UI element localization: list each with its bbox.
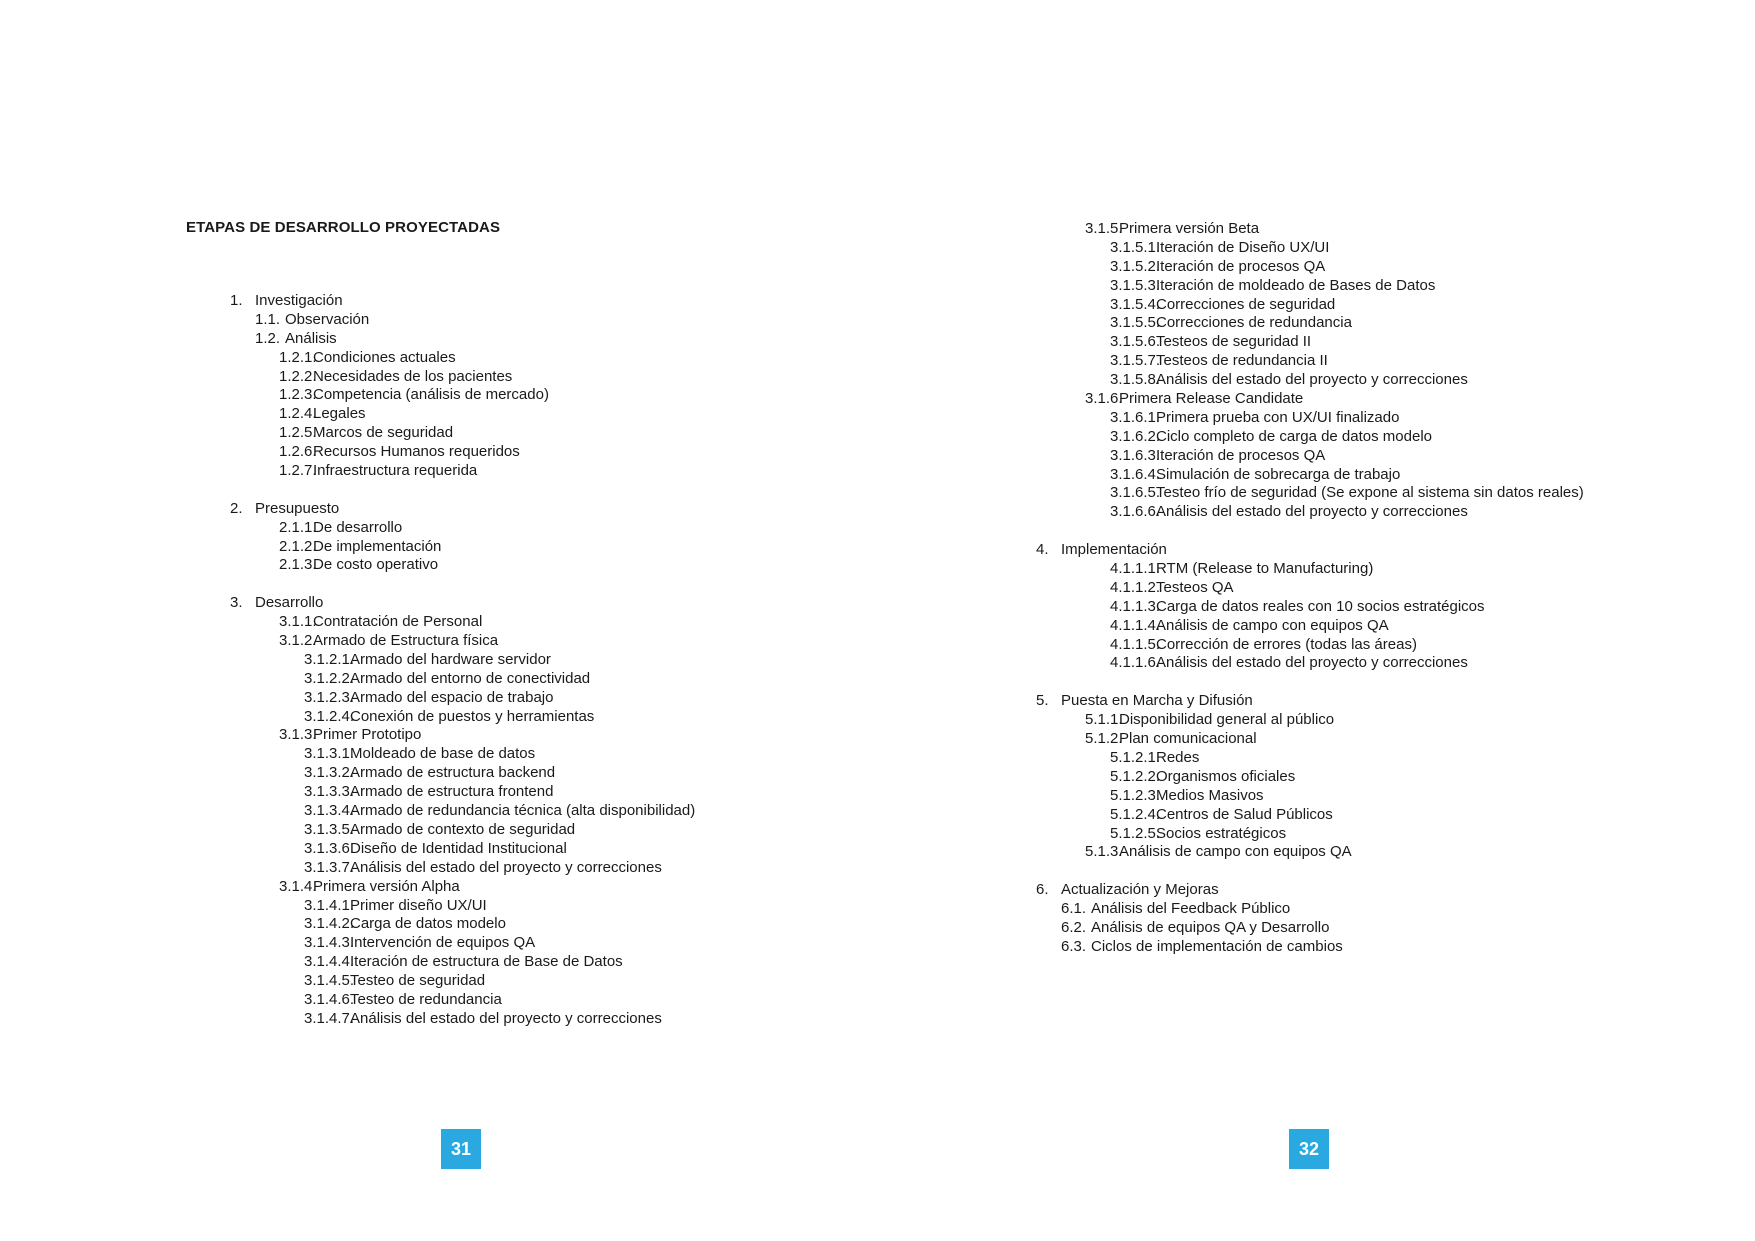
outline-item-text: Puesta en Marcha y Difusión: [1061, 692, 1253, 710]
outline-item: [1036, 692, 1751, 711]
outline-item-number: 3.1.5.1.: [1110, 238, 1161, 256]
outline-item-text: Carga de datos reales con 10 socios estratégicos: [1156, 597, 1485, 615]
outline-item-number: 2.: [230, 499, 243, 517]
outline-item: [1036, 749, 1751, 768]
outline-item-text: Organismos oficiales: [1156, 767, 1296, 785]
outline-item-text: Contratación de Personal: [313, 613, 483, 631]
outline-item-text: Armado de estructura backend: [350, 764, 556, 782]
outline-item-number: 1.1.: [255, 310, 281, 328]
outline-item-number: 3.1.4.: [279, 877, 317, 895]
outline-item: [1036, 579, 1751, 598]
outline-item-number: 1.: [230, 292, 243, 309]
outline-item-number: 5.1.2.3.: [1110, 786, 1161, 804]
outline-item: [230, 670, 870, 689]
outline-list: [1036, 220, 1751, 957]
outline-item-text: Implementación: [1061, 541, 1167, 559]
outline-item: [1036, 560, 1751, 579]
outline-item-number: 3.1.3.5.: [304, 820, 355, 838]
page-number-badge: 31: [441, 1129, 481, 1169]
outline-item-text: Armado del espacio de trabajo: [350, 688, 554, 706]
outline-item: [1036, 466, 1751, 485]
outline-item-text: Testeo frío de seguridad (Se expone al sistema sin datos reales): [1156, 484, 1584, 502]
outline-item: [230, 349, 870, 368]
outline-spacer: [1036, 862, 1751, 881]
outline-item-text: Correcciones de redundancia: [1156, 314, 1352, 332]
outline-list: [230, 292, 870, 1029]
outline-item: [1036, 484, 1751, 503]
outline-item: [230, 689, 870, 708]
outline-item-number: 5.1.2.4.: [1110, 805, 1161, 823]
outline-item-text: Armado de redundancia técnica (alta disponibilidad): [350, 802, 696, 820]
outline-item-number: 3.1.6.: [1085, 390, 1123, 408]
outline-item: [230, 821, 870, 840]
outline-item: [230, 783, 870, 802]
outline-item-text: RTM (Release to Manufacturing): [1156, 560, 1374, 578]
outline-item: [230, 519, 870, 538]
outline-item: [1036, 541, 1751, 560]
outline-item-text: Diseño de Identidad Institucional: [350, 839, 567, 857]
outline-item-number: 3.1.4.6.: [304, 990, 355, 1008]
outline-item: [230, 556, 870, 575]
outline-item-text: Testeos QA: [1156, 578, 1234, 596]
outline-item-number: 2.1.1.: [279, 518, 317, 536]
outline-item-text: Armado de contexto de seguridad: [350, 820, 576, 838]
outline-item-text: Redes: [1156, 748, 1200, 766]
outline-item-number: 2.1.2.: [279, 537, 317, 555]
outline-item: [1036, 409, 1751, 428]
outline-item-number: 1.2.6.: [279, 443, 317, 461]
outline-item-number: 3.1.3.2.: [304, 764, 355, 782]
outline-item-text: Análisis de campo con equipos QA: [1156, 616, 1389, 634]
outline-item-number: 3.1.6.4.: [1110, 465, 1161, 483]
outline-item-text: Testeos de seguridad II: [1156, 333, 1312, 351]
outline-item-number: 3.1.2.3.: [304, 688, 355, 706]
outline-item: [1036, 352, 1751, 371]
outline-item-number: 3.1.2.1.: [304, 650, 355, 668]
outline-item-text: Actualización y Mejoras: [1061, 881, 1219, 899]
outline-item-text: Análisis del Feedback Público: [1091, 900, 1291, 918]
outline-item-number: 2.1.3.: [279, 556, 317, 574]
outline-item-number: 5.1.2.1.: [1110, 748, 1161, 766]
outline-item-text: Análisis de campo con equipos QA: [1119, 843, 1352, 861]
outline-item-text: De costo operativo: [313, 556, 439, 574]
outline-item-text: Análisis del estado del proyecto y correcciones: [1156, 654, 1468, 672]
outline-spacer: [230, 575, 870, 594]
outline-item: [1036, 239, 1751, 258]
outline-item-number: 4.1.1.5.: [1110, 635, 1161, 653]
outline-item-number: 3.1.2.2.: [304, 669, 355, 687]
outline-item-number: 3.1.3.1.: [304, 745, 355, 763]
section-heading: ETAPAS DE DESARROLLO PROYECTADAS: [186, 219, 501, 236]
outline-item: [1036, 654, 1751, 673]
outline-item: [1036, 371, 1751, 390]
outline-item-text: Necesidades de los pacientes: [313, 367, 513, 385]
outline-item-text: Armado del hardware servidor: [350, 650, 551, 668]
outline-item-number: 6.2.: [1061, 918, 1087, 936]
outline-item-number: 3.1.4.2.: [304, 915, 355, 933]
outline-item-text: Testeos de redundancia II: [1156, 352, 1328, 370]
outline-item-number: 1.2.4.: [279, 405, 317, 423]
outline-item-number: 3.: [230, 594, 243, 612]
outline-item: [1036, 296, 1751, 315]
outline-item-number: 3.1.5.5.: [1110, 314, 1161, 332]
outline-item-text: De implementación: [313, 537, 442, 555]
outline-item: [1036, 787, 1751, 806]
outline-item-text: Legales: [313, 405, 366, 423]
outline-item: [1036, 881, 1751, 900]
outline-item: [230, 972, 870, 991]
outline-item: [230, 386, 870, 405]
outline-item: [1036, 636, 1751, 655]
outline-item-text: Centros de Salud Públicos: [1156, 805, 1333, 823]
outline-item-number: 3.1.5.8.: [1110, 371, 1161, 389]
outline-item-text: Armado del entorno de conectividad: [350, 669, 591, 687]
outline-item: [230, 613, 870, 632]
outline-item-text: Presupuesto: [255, 499, 340, 517]
outline-item-text: Disponibilidad general al público: [1119, 711, 1335, 729]
page-number-badge: 32: [1289, 1129, 1329, 1169]
outline-item-text: Primera prueba con UX/UI finalizado: [1156, 408, 1400, 426]
outline-item-text: Recursos Humanos requeridos: [313, 443, 520, 461]
outline-item-number: 5.1.2.2.: [1110, 767, 1161, 785]
outline-item-text: Desarrollo: [255, 594, 324, 612]
outline-spacer: [1036, 522, 1751, 541]
outline-item-text: Plan comunicacional: [1119, 730, 1257, 748]
outline-item-number: 3.1.4.3.: [304, 934, 355, 952]
outline-item-number: 3.1.5.4.: [1110, 295, 1161, 313]
outline-item-number: 3.1.5.: [1085, 220, 1123, 237]
outline-item-text: Primer diseño UX/UI: [350, 896, 487, 914]
outline-item: [230, 632, 870, 651]
outline-item-text: Iteración de moldeado de Bases de Datos: [1156, 276, 1436, 294]
outline-item-number: 5.1.2.: [1085, 730, 1123, 748]
outline-item: [230, 726, 870, 745]
outline-item-number: 1.2.: [255, 329, 281, 347]
outline-item: [1036, 428, 1751, 447]
outline-item-text: Primera Release Candidate: [1119, 390, 1304, 408]
outline-item-text: Correcciones de seguridad: [1156, 295, 1336, 313]
outline-item-text: Primera versión Alpha: [313, 877, 460, 895]
outline-item: [230, 405, 870, 424]
outline-item: [1036, 730, 1751, 749]
outline-item-text: Medios Masivos: [1156, 786, 1264, 804]
outline-item: [1036, 938, 1751, 957]
outline-item-text: Primer Prototipo: [313, 726, 422, 744]
outline-item-text: Marcos de seguridad: [313, 424, 454, 442]
outline-item-number: 4.1.1.1.: [1110, 560, 1161, 578]
outline-item-number: 3.1.6.5.: [1110, 484, 1161, 502]
outline-item-number: 6.1.: [1061, 900, 1087, 918]
outline-item-number: 3.1.4.5.: [304, 972, 355, 990]
outline-item: [1036, 220, 1751, 239]
outline-item-number: 3.1.6.2.: [1110, 427, 1161, 445]
outline-item: [230, 651, 870, 670]
outline-item-text: Investigación: [255, 292, 343, 309]
outline-item-number: 3.1.6.1.: [1110, 408, 1161, 426]
outline-item: [230, 708, 870, 727]
outline-item: [1036, 598, 1751, 617]
outline-item-number: 1.2.2.: [279, 367, 317, 385]
outline-item-text: Iteración de procesos QA: [1156, 257, 1326, 275]
outline-spacer: [230, 481, 870, 500]
outline-item-number: 3.1.3.4.: [304, 802, 355, 820]
outline-item: [230, 878, 870, 897]
outline-item-number: 3.1.5.6.: [1110, 333, 1161, 351]
outline-item: [1036, 447, 1751, 466]
outline-item-number: 4.: [1036, 541, 1049, 559]
outline-item-number: 1.2.1.: [279, 348, 317, 366]
outline-item: [230, 500, 870, 519]
outline-item: [1036, 900, 1751, 919]
outline-item-number: 1.2.7.: [279, 462, 317, 480]
outline-item: [1036, 258, 1751, 277]
outline-item-text: Competencia (análisis de mercado): [313, 386, 549, 404]
outline-item-text: Conexión de puestos y herramientas: [350, 707, 595, 725]
outline-item-number: 3.1.6.6.: [1110, 503, 1161, 521]
outline-item-text: Primera versión Beta: [1119, 220, 1260, 237]
outline-item-text: Condiciones actuales: [313, 348, 456, 366]
outline-item-text: Iteración de Diseño UX/UI: [1156, 238, 1330, 256]
outline-item: [230, 802, 870, 821]
outline-item-number: 3.1.3.6.: [304, 839, 355, 857]
outline-item-number: 3.1.4.1.: [304, 896, 355, 914]
outline-item-number: 4.1.1.6.: [1110, 654, 1161, 672]
outline-item-text: Iteración de estructura de Base de Datos: [350, 953, 623, 971]
outline-item-number: 3.1.6.3.: [1110, 446, 1161, 464]
outline-item: [230, 292, 870, 311]
outline-item-number: 5.1.3.: [1085, 843, 1123, 861]
outline-item-text: Ciclos de implementación de cambios: [1091, 937, 1343, 955]
outline-item-number: 3.1.3.: [279, 726, 317, 744]
outline-item: [230, 915, 870, 934]
outline-item: [1036, 333, 1751, 352]
outline-item-text: Corrección de errores (todas las áreas): [1156, 635, 1417, 653]
outline-item-text: Socios estratégicos: [1156, 824, 1287, 842]
outline-item-number: 3.1.2.: [279, 632, 317, 650]
outline-item: [230, 764, 870, 783]
outline-item-text: Análisis del estado del proyecto y correcciones: [350, 1009, 662, 1027]
outline-item: [230, 330, 870, 349]
outline-item: [230, 424, 870, 443]
outline-item-number: 5.1.2.5.: [1110, 824, 1161, 842]
outline-item-text: Intervención de equipos QA: [350, 934, 536, 952]
outline-item: [230, 745, 870, 764]
outline-item-number: 1.2.5.: [279, 424, 317, 442]
outline-item-number: 3.1.4.4.: [304, 953, 355, 971]
outline-item-number: 5.: [1036, 692, 1049, 710]
outline-item-number: 3.1.5.3.: [1110, 276, 1161, 294]
outline-item-number: 6.: [1036, 881, 1049, 899]
outline-item: [230, 991, 870, 1010]
outline-item: [230, 368, 870, 387]
outline-item: [230, 443, 870, 462]
outline-item: [1036, 617, 1751, 636]
outline-item-number: 3.1.2.4.: [304, 707, 355, 725]
left-page: [0, 0, 877, 1241]
outline-item-number: 6.3.: [1061, 937, 1087, 955]
outline-item-text: Testeo de redundancia: [350, 990, 502, 1008]
outline-item: [1036, 768, 1751, 787]
outline-item-text: Iteración de procesos QA: [1156, 446, 1326, 464]
outline-item: [230, 934, 870, 953]
outline-item-text: Simulación de sobrecarga de trabajo: [1156, 465, 1401, 483]
outline-item: [230, 897, 870, 916]
outline-item: [230, 594, 870, 613]
outline-item-text: Análisis del estado del proyecto y correcciones: [350, 858, 662, 876]
outline-item-number: 4.1.1.4.: [1110, 616, 1161, 634]
outline-item-text: Análisis del estado del proyecto y correcciones: [1156, 371, 1468, 389]
outline-item-text: Análisis del estado del proyecto y correcciones: [1156, 503, 1468, 521]
outline-item: [230, 462, 870, 481]
outline-item-number: 3.1.5.2.: [1110, 257, 1161, 275]
outline-item-number: 4.1.1.3.: [1110, 597, 1161, 615]
outline-item-text: Carga de datos modelo: [350, 915, 506, 933]
outline-item: [1036, 806, 1751, 825]
outline-item-text: Infraestructura requerida: [313, 462, 478, 480]
outline-item: [1036, 843, 1751, 862]
outline-item-number: 3.1.1.: [279, 613, 317, 631]
outline-item: [230, 311, 870, 330]
outline-item-number: 3.1.5.7.: [1110, 352, 1161, 370]
outline-item: [1036, 314, 1751, 333]
outline-item: [1036, 711, 1751, 730]
outline-item-text: Moldeado de base de datos: [350, 745, 536, 763]
outline-item-text: Análisis: [285, 329, 337, 347]
outline-item-number: 1.2.3.: [279, 386, 317, 404]
outline-item-text: Análisis de equipos QA y Desarrollo: [1091, 918, 1330, 936]
outline-item-text: Testeo de seguridad: [350, 972, 486, 990]
outline-item-number: 4.1.1.2.: [1110, 578, 1161, 596]
outline-item-number: 3.1.3.7.: [304, 858, 355, 876]
outline-item: [230, 840, 870, 859]
outline-item: [1036, 277, 1751, 296]
outline-item-text: Armado de estructura frontend: [350, 783, 554, 801]
right-page: [877, 0, 1755, 1241]
outline-item: [230, 859, 870, 878]
outline-item: [1036, 390, 1751, 409]
outline-item: [230, 538, 870, 557]
outline-item-number: 3.1.3.3.: [304, 783, 355, 801]
outline-item: [230, 1010, 870, 1029]
outline-item-number: 3.1.4.7.: [304, 1009, 355, 1027]
outline-item-number: 5.1.1.: [1085, 711, 1123, 729]
outline-item-text: Ciclo completo de carga de datos modelo: [1156, 427, 1432, 445]
outline-item: [1036, 503, 1751, 522]
outline-spacer: [1036, 673, 1751, 692]
outline-item: [230, 953, 870, 972]
outline-item-text: Armado de Estructura física: [313, 632, 499, 650]
outline-item-text: De desarrollo: [313, 518, 403, 536]
outline-item-text: Observación: [285, 310, 370, 328]
outline-item: [1036, 919, 1751, 938]
outline-item: [1036, 825, 1751, 844]
